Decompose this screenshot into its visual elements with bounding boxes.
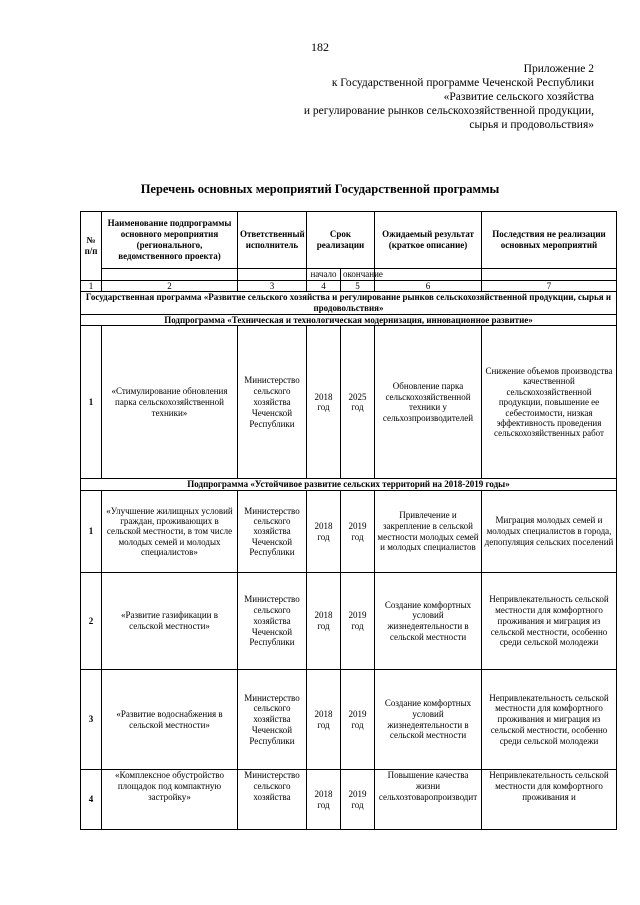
column-number: 3 — [238, 281, 307, 292]
row-number: 2 — [81, 573, 102, 670]
table-row — [81, 326, 617, 479]
row-consequences: Непривлекательность сельской местности для комфортного проживания и — [482, 770, 617, 830]
row-number: 3 — [81, 670, 102, 770]
header-empty-cell — [102, 269, 238, 281]
header-start: начало — [307, 269, 341, 281]
table-row — [81, 670, 617, 770]
header-responsible: Ответственный исполнитель — [238, 212, 307, 269]
subprogram-row — [81, 314, 617, 326]
program-row — [81, 292, 617, 315]
header-name: Наименование подпрограммы основного мероприятия (регионального, ведомственного проекта) — [102, 212, 238, 269]
program-title: Государственная программа «Развитие сельского хозяйства и регулирование рынков сельскохозяйственной продукции, сырья и продовольствия» — [81, 292, 617, 315]
row-responsible: Министерство сельского хозяйства — [238, 770, 307, 830]
row-number: 4 — [81, 770, 102, 830]
row-consequences: Снижение объемов производства качественной сельскохозяйственной продукции, повышение ее себестоимости, низкая эффективность проведения сельскохозяйственных работ — [482, 326, 617, 479]
row-number: 1 — [81, 491, 102, 573]
row-end-year: 2019 год — [341, 573, 375, 670]
column-number: 4 — [307, 281, 341, 292]
row-responsible: Министерство сельского хозяйства Чеченской Республики — [238, 326, 307, 479]
appendix-line: и регулирование рынков сельскохозяйственной продукции, — [303, 105, 594, 117]
row-start-year: 2018 год — [307, 670, 341, 770]
table-row — [81, 770, 617, 830]
row-activity-name: «Развитие водоснабжения в сельской местности» — [102, 670, 238, 770]
subprogram-title: Подпрограмма «Устойчивое развитие сельских территорий на 2018-2019 годы» — [81, 479, 617, 491]
header-end: окончание — [341, 269, 375, 281]
header-num: № п/п — [81, 212, 102, 281]
page-number: 182 — [311, 40, 329, 54]
appendix-line: «Развитие сельского хозяйства — [443, 91, 594, 103]
row-end-year: 2025 год — [341, 326, 375, 479]
column-number: 5 — [341, 281, 375, 292]
row-end-year: 2019 год — [341, 670, 375, 770]
appendix-line: сырья и продовольствия» — [469, 119, 594, 131]
column-number: 2 — [102, 281, 238, 292]
row-activity-name: «Стимулирование обновления парка сельскохозяйственной техники» — [102, 326, 238, 479]
row-activity-name: «Комплексное обустройство площадок под компактную застройку» — [102, 770, 238, 830]
subprogram-row — [81, 479, 617, 491]
row-consequences: Непривлекательность сельской местности для комфортного проживания и миграция из сельской местности, особенно среди сельской молодежи — [482, 573, 617, 670]
row-end-year: 2019 год — [341, 770, 375, 830]
row-start-year: 2018 год — [307, 770, 341, 830]
appendix-line: Приложение 2 — [523, 63, 594, 75]
row-responsible: Министерство сельского хозяйства Чеченской Республики — [238, 573, 307, 670]
row-expected-result: Создание комфортных условий жизнедеятельности в сельской местности — [375, 573, 482, 670]
activities-table — [80, 211, 617, 830]
row-activity-name: «Улучшение жилищных условий граждан, проживающих в сельской местности, в том числе молодых семей и молодых специалистов» — [102, 491, 238, 573]
column-number: 1 — [81, 281, 102, 292]
document-title: Перечень основных мероприятий Государственной программы — [140, 182, 500, 196]
header-empty-cell — [238, 269, 307, 281]
appendix-block — [174, 62, 594, 132]
row-consequences: Миграция молодых семей и молодых специалистов в города, депопуляция сельских поселений — [482, 491, 617, 573]
row-responsible: Министерство сельского хозяйства Чеченской Республики — [238, 491, 307, 573]
row-responsible: Министерство сельского хозяйства Чеченской Республики — [238, 670, 307, 770]
row-consequences: Непривлекательность сельской местности для комфортного проживания и миграция из сельской местности, особенно среди сельской молодежи — [482, 670, 617, 770]
row-start-year: 2018 год — [307, 326, 341, 479]
row-start-year: 2018 год — [307, 491, 341, 573]
subprogram-title: Подпрограмма «Техническая и технологическая модернизация, инновационное развитие» — [81, 314, 617, 326]
row-expected-result: Обновление парка сельскохозяйственной техники у сельхозпроизводителей — [375, 326, 482, 479]
header-empty-cell — [375, 269, 482, 281]
column-number: 6 — [375, 281, 482, 292]
header-subrow — [81, 269, 617, 281]
header-row — [81, 212, 617, 269]
row-number: 1 — [81, 326, 102, 479]
row-expected-result: Привлечение и закрепление в сельской местности молодых семей и молодых специалистов — [375, 491, 482, 573]
table-row — [81, 573, 617, 670]
row-expected-result: Создание комфортных условий жизнедеятельности в сельской местности — [375, 670, 482, 770]
column-number: 7 — [482, 281, 617, 292]
header-term: Срок реализации — [307, 212, 375, 269]
table-row — [81, 491, 617, 573]
row-end-year: 2019 год — [341, 491, 375, 573]
header-result: Ожидаемый результат (краткое описание) — [375, 212, 482, 269]
header-empty-cell — [482, 269, 617, 281]
column-numbers-row — [81, 281, 617, 292]
appendix-line: к Государственной программе Чеченской Республики — [331, 77, 594, 89]
row-activity-name: «Развитие газификации в сельской местности» — [102, 573, 238, 670]
row-start-year: 2018 год — [307, 573, 341, 670]
row-expected-result: Повышение качества жизни сельхозтоваропроизводит — [375, 770, 482, 830]
header-consequences: Последствия не реализации основных мероприятий — [482, 212, 617, 269]
